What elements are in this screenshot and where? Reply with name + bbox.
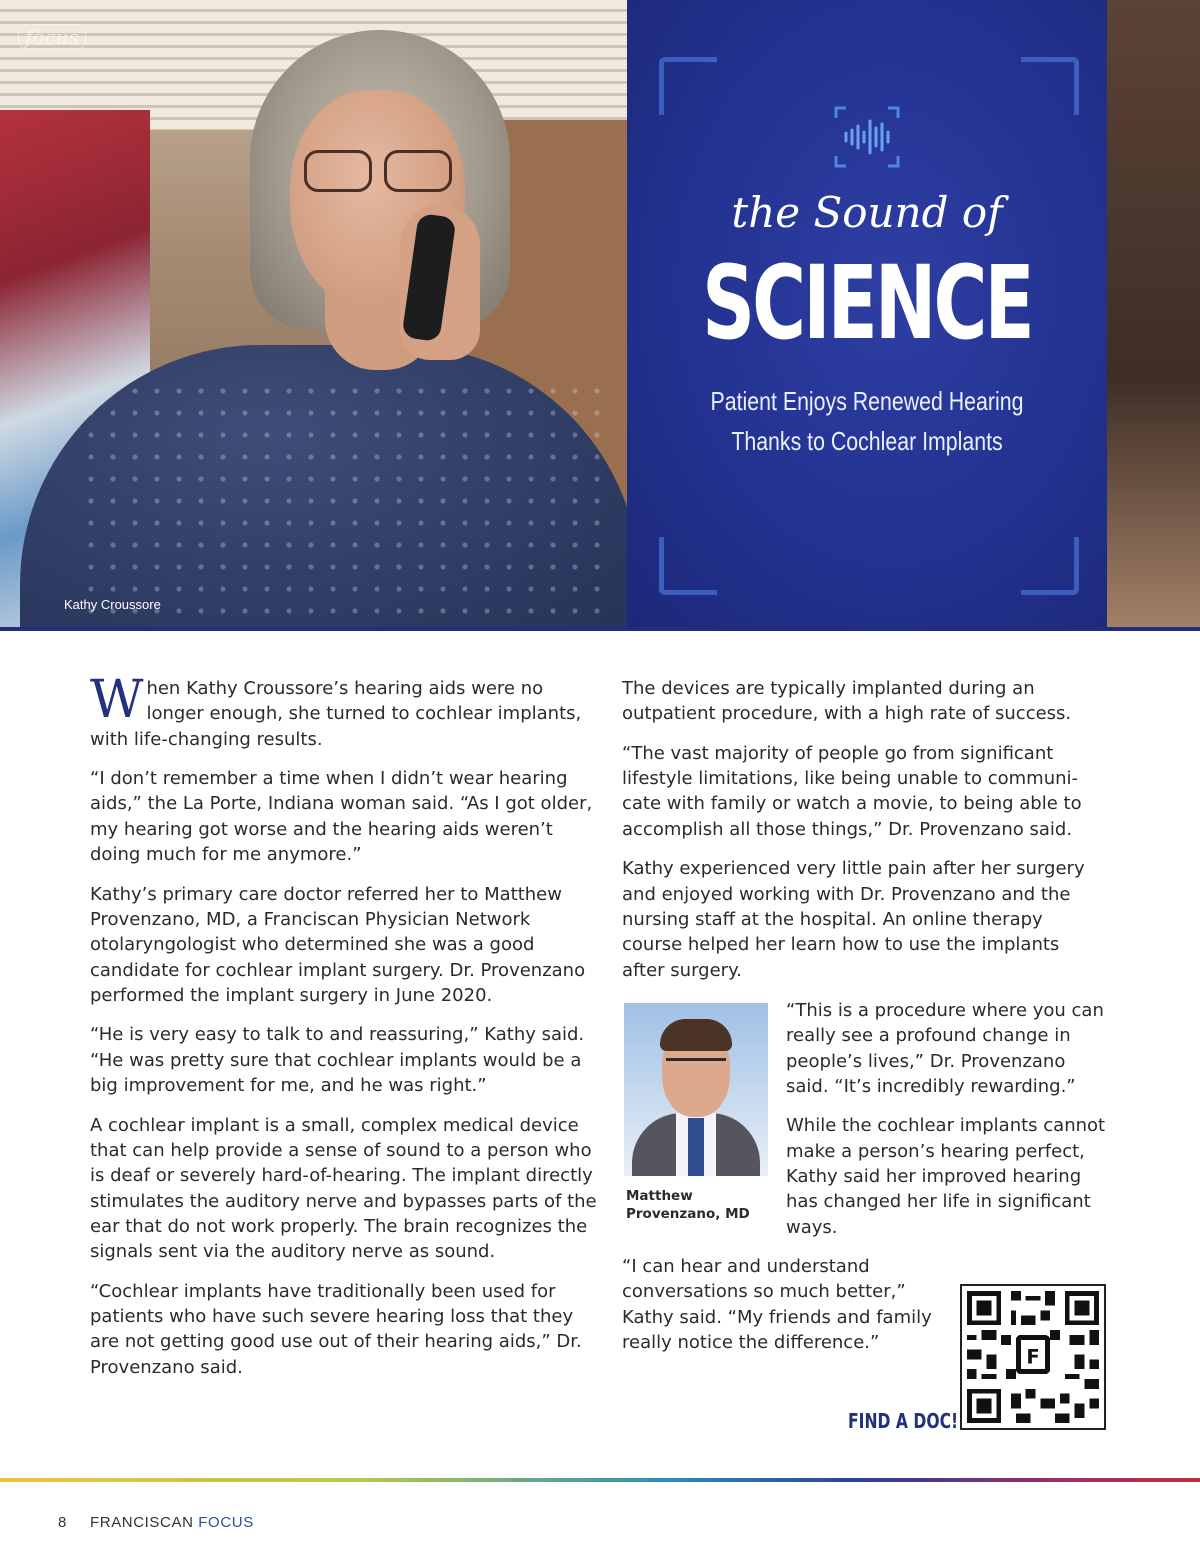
frame-corner [1021, 57, 1079, 115]
article-paragraph: “This is a procedure where you can really see a profound change in people’s lives,” Dr. Provenzano said. “It’s incredibly rewarding.” [786, 1000, 1104, 1097]
doctor-photo [624, 1003, 768, 1176]
find-doc-link[interactable]: FIND A DOC! [848, 1409, 959, 1433]
page-number: 8 [58, 1514, 67, 1531]
publication-logo: focus [18, 24, 86, 50]
article-paragraph: Kathy’s primary care doctor referred her to Matthew Provenzano, MD, a Franciscan Physician Network otolaryngologist who determined she was a good candidate for cochlear implant surgery. Dr. Provenzano performed the implant surgery in June 2020. [90, 883, 586, 1006]
title-panel [627, 0, 1107, 630]
article-paragraph: The devices are typically implanted during an outpatient procedure, with a high rate of success. [622, 678, 1072, 725]
qr-code-icon[interactable] [960, 1284, 1106, 1430]
hero-section [0, 0, 1200, 630]
article-right-column [622, 676, 1102, 997]
frame-corner [1021, 537, 1079, 595]
article-paragraph: “He is very easy to talk to and reassuring,” Kathy said. “He was pretty sure that cochlear implants would be a big improvement for me, and he was right.” [90, 1024, 585, 1097]
photo-caption: Kathy Croussore [64, 597, 161, 612]
footer-divider [0, 1478, 1200, 1482]
article-paragraph: A cochlear implant is a small, complex medical device that can help provide a sense of sound to a person who is deaf or severely hard-of-hearing. The implant directly stimulates the auditory nerve and bypasses parts of the ear that do not work properly. The brain recognizes the signals sent via the auditory nerve as sound. [90, 1114, 597, 1263]
room-background [1106, 0, 1200, 630]
article-side-column [786, 998, 1106, 1254]
doctor-caption: Matthew Provenzano, MD [626, 1188, 750, 1222]
page-title: SCIENCE [702, 244, 1032, 363]
publication-name: FRANCISCAN FOCUS [90, 1514, 254, 1531]
article-paragraph: “I can hear and understand conversations so much better,” Kathy said. “My friends and family really notice the difference.” [622, 1256, 932, 1353]
frame-corner [659, 537, 717, 595]
article-paragraph: When Kathy Croussore’s hearing aids were no longer enough, she turned to cochlear implants, with life-changing results. [90, 670, 582, 750]
subtitle-line: Thanks to Cochlear Implants [731, 426, 1003, 456]
subtitle-line: Patient Enjoys Renewed Hearing [710, 386, 1024, 416]
article-paragraph: “The vast majority of people go from significant lifestyle limitations, like being unable to communi-cate with family or watch a movie, to being able to accomplish all those things,” Dr. Provenzano said. [622, 742, 1082, 840]
article-paragraph: While the cochlear implants cannot make a person’s hearing perfect, Kathy said her improved hearing has changed her life in significant ways. [786, 1115, 1106, 1238]
title-script: the Sound of [731, 188, 1003, 237]
shirt-pattern [80, 380, 600, 630]
article-left-column [90, 670, 600, 1394]
hero-divider [0, 627, 1200, 631]
article-paragraph: Kathy experienced very little pain after her surgery and enjoyed working with Dr. Provenzano and the nursing staff at the hospital. An online therapy course helped her learn how to use the implants after surgery. [622, 858, 1085, 981]
subtitle [670, 381, 1064, 461]
article-paragraph: “Cochlear implants have traditionally been used for patients who have such severe hearing loss that they are not getting good use out of their hearing aids,” Dr. Provenzano said. [90, 1280, 582, 1378]
sound-wave-icon [834, 106, 900, 168]
glasses [300, 150, 460, 195]
article-paragraph: “I don’t remember a time when I didn’t wear hearing aids,” the La Porte, Indiana woman said. “As I got older, my hearing got worse and the hearing aids weren’t doing much for me anymore.” [90, 768, 593, 866]
svg-text:F: F [1026, 1345, 1040, 1369]
frame-corner [659, 57, 717, 115]
drop-cap: W [90, 670, 144, 730]
